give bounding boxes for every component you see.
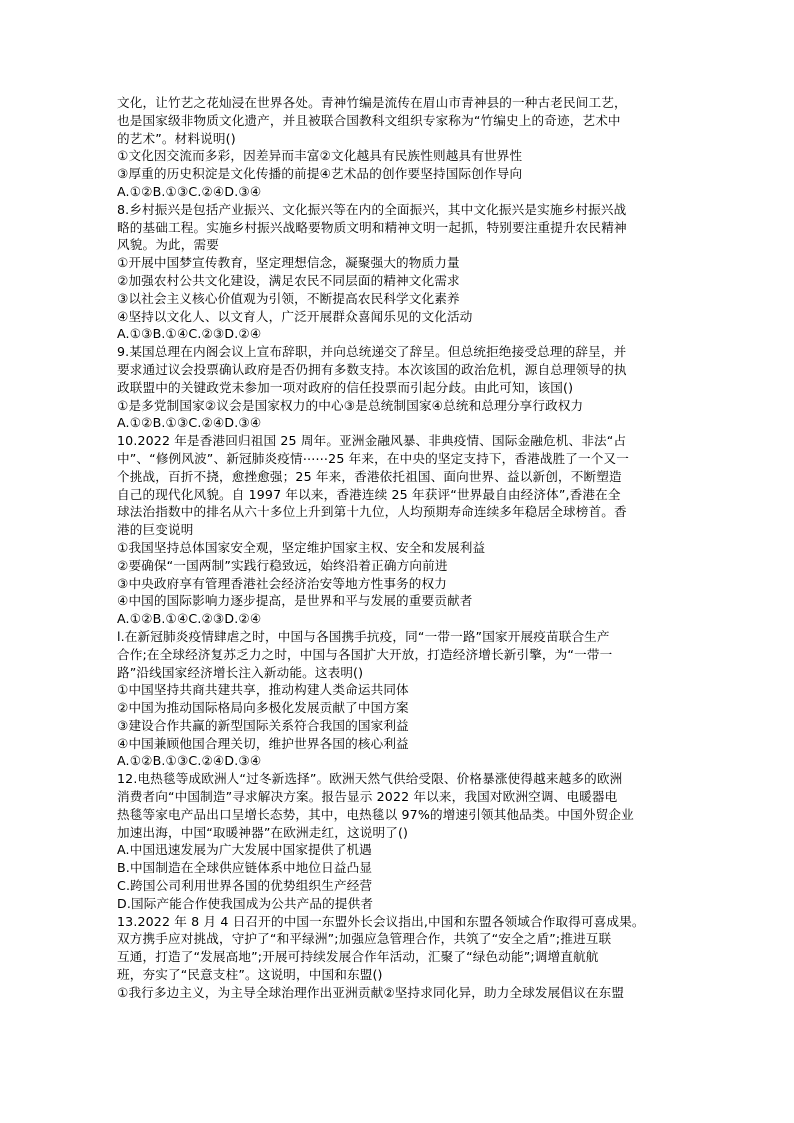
question-stem-line: 12.电热毯等成欧洲人“过冬新选择”。欧洲天然气供给受限、价格暴涨使得越来越多的欧洲 — [117, 771, 623, 787]
question-stem-line: 也是国家级非物质文化遗产，并且被联合国教科文组织专家称为“竹编史上的奇迹，艺术中 — [117, 112, 621, 128]
option-statement: ④坚持以文化人、以文育人，广泛开展群众喜闻乐见的文化活动 — [117, 308, 473, 324]
question-stem-line: 合作;在全球经济复苏乏力之时，中国与各国扩大开放，打造经济增长新引擎，为“一带一 — [117, 646, 613, 662]
question-11 — [117, 628, 689, 770]
option-statement: ③中央政府享有管理香港社会经济治安等地方性事务的权力 — [117, 575, 448, 591]
option-statement: A.中国迅速发展为广大发展中国家提供了机遇 — [117, 842, 372, 858]
option-statement: ②加强农村公共文化建设，满足农民不同层面的精神文化需求 — [117, 272, 460, 288]
question-stem-line: 加速出海，中国“取暖神器”在欧洲走红，这说明了() — [117, 824, 409, 840]
question-stem-line: 文化，让竹艺之花灿浸在世界各处。青神竹编是流传在眉山市青神县的一种古老民间工艺， — [117, 95, 627, 110]
option-statement: B.中国制造在全球供应链体系中地位日益凸显 — [117, 860, 373, 876]
question-9 — [117, 343, 689, 432]
option-statement: ③厚重的历史积淀是文化传播的前提④艺术品的创作要坚持国际创作导向 — [117, 166, 523, 182]
question-stem-line: 班，夯实了“民意支柱”。这说明，中国和东盟() — [117, 967, 383, 983]
question-stem-line: 中”、“修例风波”、新冠肺炎疫情⋯⋯25 年来，在中央的坚定支持下，香港战胜了一个又一 — [117, 450, 630, 466]
question-stem-line: 互通，打造了“发展高地”;开展可持续发展合作年活动，汇聚了“绿色动能”;调增直航航 — [117, 949, 599, 965]
question-stem-line: 风貌。为此，需要 — [117, 237, 219, 253]
option-statement: ②要确保“一国两制”实践行稳致远，始终沿着正确方向前进 — [117, 557, 448, 573]
option-statement: ③建设合作共赢的新型国际关系符合我国的国家利益 — [117, 717, 409, 733]
answer-choices: A.①②B.①④C.②③D.②④ — [117, 611, 262, 627]
question-stem-line: 13.2022 年 8 月 4 日召开的中国一东盟外长会议指出,中国和东盟各领域合作取得可喜成果。 — [117, 913, 645, 929]
question-stem-line: 路”沿线国家经济增长注入新动能。这表明() — [117, 664, 364, 680]
option-statement: ②中国为推动国际格局向多极化发展贡献了中国方案 — [117, 700, 409, 716]
question-stem-line: 的艺术”。材料说明() — [117, 130, 236, 146]
question-12 — [117, 770, 689, 912]
question-13 — [117, 913, 689, 1002]
option-statement: ①我国坚持总体国家安全观，坚定维护国家主权、安全和发展利益 — [117, 539, 486, 555]
question-stem-line: 热毯等家电产品出口呈增长态势，其中，电热毯以 97%的增速引领其他品类。中国外贸企业 — [117, 806, 634, 822]
option-statement: ①开展中国梦宣传教育，坚定理想信念，凝聚强大的物质力量 — [117, 255, 460, 271]
exam-page — [117, 94, 689, 1002]
question-stem-line: 球法治指数中的排名从六十多位上升到第十九位，人均预期寿命连续多年稳居全球榜首。香 — [117, 504, 627, 520]
question-stem-line: l.在新冠肺炎疫情肆虐之时，中国与各国携手抗疫，同“一带一路”国家开展疫苗联合生产 — [117, 628, 610, 644]
question-stem-line: 自己的现代化风貌。自 1997 年以来，香港连续 25 年获评“世界最自由经济体”,香港在全 — [117, 486, 621, 502]
option-statement: ③以社会主义核心价值观为引领，不断提高农民科学文化素养 — [117, 290, 460, 306]
question-stem-line: 个挑战，百折不挠，愈挫愈强；25 年来，香港依托祖国、面向世界、益以新创，不断塑造 — [117, 468, 622, 484]
answer-choices: A.①②B.①③C.②④D.③④ — [117, 183, 262, 199]
question-stem-line: 略的基础工程。实施乡村振兴战略要物质文明和精神文明一起抓，特别要注重提升农民精神 — [117, 219, 627, 235]
question-10 — [117, 432, 689, 628]
answer-choices: A.①②B.①③C.②④D.③④ — [117, 753, 262, 769]
question-stem-line: 要求通过议会投票确认政府是否仍拥有多数支持。本次该国的政治危机，源自总理领导的执 — [117, 361, 627, 377]
question-8 — [117, 201, 689, 343]
option-statement: ①文化因交流而多彩，因差异而丰富②文化越具有民族性则越具有世界性 — [117, 148, 523, 164]
question-stem-line: 港的巨变说明 — [117, 522, 194, 538]
question-stem-line: 消费者向“中国制造”寻求解决方案。报告显示 2022 年以来，我国对欧洲空调、电暖器电 — [117, 789, 618, 805]
answer-choices: A.①③B.①④C.②③D.②④ — [117, 326, 262, 342]
option-statement: ①我行多边主义，为主导全球治理作出亚洲贡献②坚持求同化异，助力全球发展倡议在东盟 — [117, 984, 625, 1000]
question-7 — [117, 94, 689, 201]
option-statement: ④中国的国际影响力逐步提高，是世界和平与发展的重要贡献者 — [117, 593, 473, 609]
option-statement: D.国际产能合作使我国成为公共产品的提供者 — [117, 895, 374, 911]
option-statement: ①中国坚持共商共建共享，推动构建人类命运共同体 — [117, 682, 409, 698]
answer-choices: A.①②B.①③C.②④D.③④ — [117, 415, 262, 431]
question-stem-line: 9.某国总理在内阁会议上宣布辞职，并向总统递交了辞呈。但总统拒绝接受总理的辞呈，并 — [117, 344, 627, 360]
question-stem-line: 10.2022 年是香港回归祖国 25 周年。亚洲金融风暴、非典疫情、国际金融危机、非法“占 — [117, 433, 627, 449]
option-statement: ④中国兼顾他国合理关切，维护世界各国的核心利益 — [117, 735, 409, 751]
option-statement: ①是多党制国家②议会是国家权力的中心③是总统制国家④总统和总理分享行政权力 — [117, 397, 584, 413]
question-stem-line: 双方携手应对挑战，守护了“和平绿洲”;加强应急管理合作，共筑了“安全之盾”;推进互联 — [117, 931, 612, 947]
question-stem-line: 8.乡村振兴是包括产业振兴、文化振兴等在内的全面振兴，其中文化振兴是实施乡村振兴战 — [117, 201, 627, 217]
option-statement: C.跨国公司利用世界各国的优势组织生产经营 — [117, 878, 373, 894]
question-stem-line: 政联盟中的关键政党未参加一项对政府的信任投票而引起分歧。由此可知，该国() — [117, 379, 574, 395]
